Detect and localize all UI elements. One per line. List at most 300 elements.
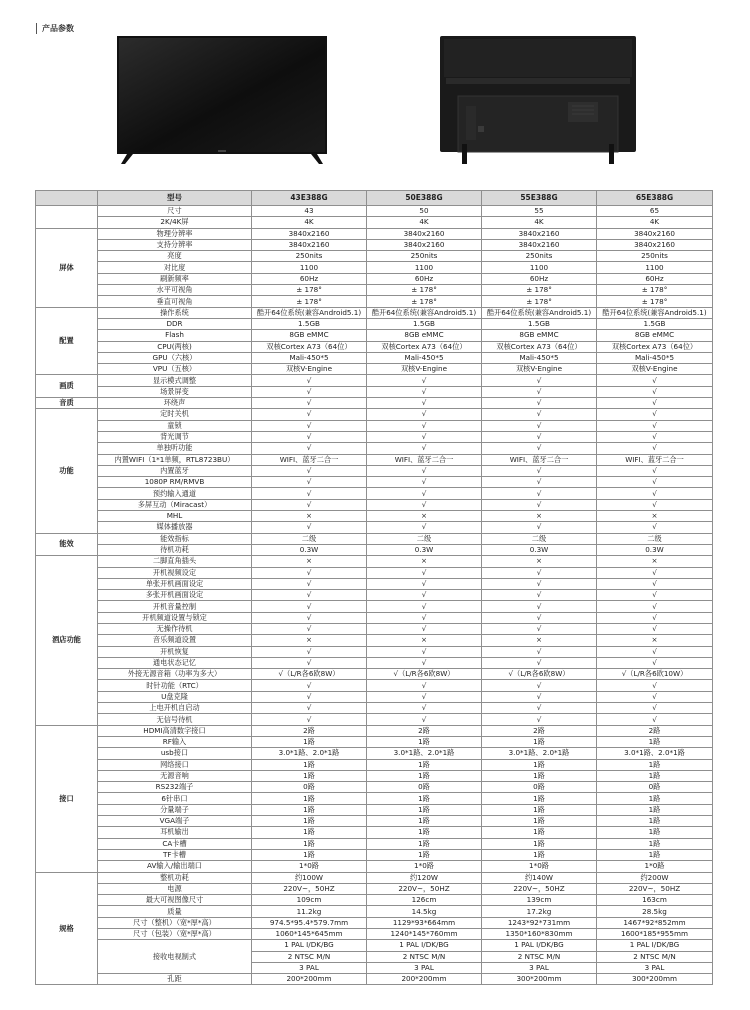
feature-label: 1080P RM/RMVB xyxy=(98,477,252,488)
table-row xyxy=(36,816,713,827)
feature-label: 上电开机自启动 xyxy=(98,703,252,714)
value-cell: 1路 xyxy=(482,816,597,827)
table-row xyxy=(36,883,713,894)
value-cell: 220V~，50HZ xyxy=(482,883,597,894)
value-cell: √ xyxy=(482,578,597,589)
feature-label: 网络接口 xyxy=(98,759,252,770)
table-row xyxy=(36,273,713,284)
feature-label: 童锁 xyxy=(98,420,252,431)
model-43: 43E388G xyxy=(252,191,367,206)
feature-label: 6针串口 xyxy=(98,793,252,804)
value-cell: 4K xyxy=(482,217,597,228)
value-cell: √ xyxy=(597,680,713,691)
table-row xyxy=(36,228,713,239)
value-cell: 3.0*1路、2.0*1路 xyxy=(367,748,482,759)
value-cell: 双核Cortex A73（64位） xyxy=(597,341,713,352)
value-cell: 1129*93*664mm xyxy=(367,917,482,928)
table-row xyxy=(36,770,713,781)
value-cell: 约140W xyxy=(482,872,597,883)
value-cell: 1*0路 xyxy=(252,861,367,872)
value-cell: 1路 xyxy=(597,849,713,860)
table-row xyxy=(36,590,713,601)
value-cell: √ xyxy=(252,443,367,454)
value-cell: √ xyxy=(482,612,597,623)
value-cell: 0.3W xyxy=(367,544,482,555)
value-cell: √ xyxy=(597,443,713,454)
feature-label: 单张开机画面设定 xyxy=(98,578,252,589)
value-cell: ± 178° xyxy=(252,296,367,307)
value-cell: 1路 xyxy=(252,793,367,804)
feature-label: 最大可视图像尺寸 xyxy=(98,895,252,906)
value-cell: √ xyxy=(597,499,713,510)
feature-label: 多张开机画面设定 xyxy=(98,590,252,601)
value-cell: WIFI、蓝牙二合一 xyxy=(482,454,597,465)
value-cell: 14.5kg xyxy=(367,906,482,917)
feature-label: Flash xyxy=(98,330,252,341)
value-cell: √ xyxy=(482,465,597,476)
value-cell: × xyxy=(597,556,713,567)
value-cell: 0路 xyxy=(597,782,713,793)
value-cell: √ xyxy=(482,590,597,601)
feature-label: 电源 xyxy=(98,883,252,894)
feature-label: 时针功能（RTC） xyxy=(98,680,252,691)
table-row xyxy=(36,940,713,951)
table-row xyxy=(36,736,713,747)
value-cell: √ xyxy=(482,714,597,725)
value-cell: √ xyxy=(367,488,482,499)
value-cell: 1路 xyxy=(252,770,367,781)
value-cell: √ xyxy=(252,567,367,578)
category-cell: 酒店功能 xyxy=(36,556,98,725)
value-cell: 1100 xyxy=(252,262,367,273)
table-row xyxy=(36,974,713,985)
category-cell: 功能 xyxy=(36,409,98,533)
value-cell: √（L/R各6欧8W） xyxy=(367,669,482,680)
value-cell: 3.0*1路、2.0*1路 xyxy=(482,748,597,759)
value-cell: Mali-450*5 xyxy=(597,352,713,363)
value-cell: 1路 xyxy=(367,759,482,770)
value-cell: √ xyxy=(252,488,367,499)
table-row xyxy=(36,477,713,488)
feature-label: 开机频道设置与锁定 xyxy=(98,612,252,623)
value-cell: 8GB eMMC xyxy=(252,330,367,341)
table-row xyxy=(36,556,713,567)
value-cell: 1100 xyxy=(597,262,713,273)
value-cell: 139cm xyxy=(482,895,597,906)
table-row xyxy=(36,341,713,352)
value-cell: × xyxy=(252,635,367,646)
category-cell: 规格 xyxy=(36,872,98,985)
table-row xyxy=(36,703,713,714)
value-cell: 1*0路 xyxy=(367,861,482,872)
value-cell: 8GB eMMC xyxy=(597,330,713,341)
header-empty-cell xyxy=(36,191,98,206)
value-cell: √ xyxy=(367,477,482,488)
value-cell: 1 PAL I/DK/BG xyxy=(597,940,713,951)
value-cell: √ xyxy=(252,714,367,725)
value-cell: √ xyxy=(482,623,597,634)
value-cell: √ xyxy=(367,375,482,386)
value-cell: 1路 xyxy=(252,827,367,838)
feature-label: CPU(两核) xyxy=(98,341,252,352)
value-cell: √（L/R各6欧10W） xyxy=(597,669,713,680)
value-cell: 250nits xyxy=(597,251,713,262)
value-cell: 1路 xyxy=(597,816,713,827)
section-header xyxy=(36,22,74,34)
value-cell: √ xyxy=(482,703,597,714)
value-cell: √ xyxy=(597,601,713,612)
feature-label: 外接无源音箱（功率为多大） xyxy=(98,669,252,680)
feature-label: 内置蓝牙 xyxy=(98,465,252,476)
feature-label: 开机恢复 xyxy=(98,646,252,657)
table-row xyxy=(36,239,713,250)
value-cell: 二级 xyxy=(482,533,597,544)
value-cell: 60Hz xyxy=(367,273,482,284)
value-cell: 8GB eMMC xyxy=(482,330,597,341)
table-row xyxy=(36,680,713,691)
value-cell: √ xyxy=(482,409,597,420)
feature-label: 分量端子 xyxy=(98,804,252,815)
value-cell: √ xyxy=(367,612,482,623)
table-row xyxy=(36,793,713,804)
feature-label: TF卡槽 xyxy=(98,849,252,860)
feature-label: 耳机输出 xyxy=(98,827,252,838)
feature-label: 物理分辨率 xyxy=(98,228,252,239)
table-row xyxy=(36,669,713,680)
feature-label: 二脚直角插头 xyxy=(98,556,252,567)
value-cell: 2 NTSC M/N xyxy=(597,951,713,962)
value-cell: 酷开64位系统(兼容Android5.1) xyxy=(367,307,482,318)
value-cell: 1 PAL I/DK/BG xyxy=(482,940,597,951)
table-row xyxy=(36,488,713,499)
value-cell: 0.3W xyxy=(482,544,597,555)
value-cell: 1路 xyxy=(482,736,597,747)
value-cell: √ xyxy=(597,578,713,589)
value-cell: 双核Cortex A73（64位） xyxy=(367,341,482,352)
value-cell: 250nits xyxy=(252,251,367,262)
feature-label: 开机视频设定 xyxy=(98,567,252,578)
value-cell: 0路 xyxy=(367,782,482,793)
table-row xyxy=(36,612,713,623)
value-cell: √ xyxy=(252,578,367,589)
value-cell: 1路 xyxy=(482,793,597,804)
value-cell: 1路 xyxy=(367,804,482,815)
value-cell: √ xyxy=(482,601,597,612)
value-cell: √ xyxy=(482,431,597,442)
value-cell: 974.5*95.4*579.7mm xyxy=(252,917,367,928)
value-cell: 双核Cortex A73（64位） xyxy=(252,341,367,352)
value-cell: 1路 xyxy=(597,770,713,781)
feature-label: 无源音响 xyxy=(98,770,252,781)
value-cell: ± 178° xyxy=(597,296,713,307)
value-cell: 1 PAL I/DK/BG xyxy=(252,940,367,951)
value-cell: WIFI、蓝牙二合一 xyxy=(252,454,367,465)
value-cell: 2路 xyxy=(252,725,367,736)
feature-label: usb接口 xyxy=(98,748,252,759)
value-cell: √ xyxy=(597,431,713,442)
value-cell: 3 PAL xyxy=(252,962,367,973)
value-cell: √ xyxy=(252,590,367,601)
value-cell: 酷开64位系统(兼容Android5.1) xyxy=(482,307,597,318)
value-cell: ± 178° xyxy=(367,285,482,296)
value-cell: 1600*185*955mm xyxy=(597,929,713,940)
value-cell: 双核V-Engine xyxy=(482,364,597,375)
value-cell: √ xyxy=(367,691,482,702)
value-cell: 双核Cortex A73（64位） xyxy=(482,341,597,352)
value-cell: 1.5GB xyxy=(597,318,713,329)
value-cell: 220V~，50HZ xyxy=(597,883,713,894)
table-row xyxy=(36,443,713,454)
value-cell: 109cm xyxy=(252,895,367,906)
table-row xyxy=(36,601,713,612)
table-row xyxy=(36,465,713,476)
value-cell: √ xyxy=(367,623,482,634)
value-cell: 200*200mm xyxy=(252,974,367,985)
value-cell: 4K xyxy=(597,217,713,228)
table-row xyxy=(36,929,713,940)
value-cell: 250nits xyxy=(367,251,482,262)
value-cell: √ xyxy=(367,420,482,431)
value-cell: √ xyxy=(252,691,367,702)
category-cell: 能效 xyxy=(36,533,98,556)
value-cell: √ xyxy=(252,431,367,442)
feature-label: 尺寸 xyxy=(98,206,252,217)
table-row xyxy=(36,533,713,544)
value-cell: 3840x2160 xyxy=(597,228,713,239)
value-cell: 二级 xyxy=(597,533,713,544)
value-cell: 1路 xyxy=(252,816,367,827)
table-row xyxy=(36,861,713,872)
value-cell: √ xyxy=(367,601,482,612)
value-cell: 2路 xyxy=(482,725,597,736)
value-cell: 3840x2160 xyxy=(252,228,367,239)
value-cell: 1路 xyxy=(482,804,597,815)
value-cell: 3840x2160 xyxy=(367,239,482,250)
table-row xyxy=(36,578,713,589)
value-cell: √ xyxy=(252,409,367,420)
value-cell: 1路 xyxy=(482,838,597,849)
value-cell: 250nits xyxy=(482,251,597,262)
value-cell: 28.5kg xyxy=(597,906,713,917)
value-cell: √ xyxy=(482,375,597,386)
feature-label: HDMI高清数字接口 xyxy=(98,725,252,736)
feature-label: 场景屏变 xyxy=(98,386,252,397)
value-cell: √ xyxy=(367,590,482,601)
value-cell: √ xyxy=(252,623,367,634)
value-cell: √（L/R各6欧8W） xyxy=(252,669,367,680)
value-cell: 43 xyxy=(252,206,367,217)
value-cell: 17.2kg xyxy=(482,906,597,917)
table-row xyxy=(36,567,713,578)
value-cell: √ xyxy=(252,499,367,510)
feature-label: 通电状态记忆 xyxy=(98,657,252,668)
table-row xyxy=(36,511,713,522)
value-cell: 1路 xyxy=(367,827,482,838)
table-row xyxy=(36,285,713,296)
table-header-row xyxy=(36,191,713,206)
value-cell: 1路 xyxy=(252,736,367,747)
value-cell: 1*0路 xyxy=(597,861,713,872)
value-cell: 1路 xyxy=(482,770,597,781)
table-row xyxy=(36,330,713,341)
table-row xyxy=(36,454,713,465)
value-cell: √ xyxy=(367,567,482,578)
value-cell: 1路 xyxy=(482,759,597,770)
feature-label: GPU（六核） xyxy=(98,352,252,363)
value-cell: √ xyxy=(252,398,367,409)
value-cell: √ xyxy=(597,420,713,431)
value-cell: 300*200mm xyxy=(597,974,713,985)
value-cell: 200*200mm xyxy=(367,974,482,985)
feature-label: U盘克隆 xyxy=(98,691,252,702)
value-cell: √ xyxy=(367,431,482,442)
feature-label: 尺寸（整机）（宽*厚*高） xyxy=(98,917,252,928)
value-cell: × xyxy=(252,511,367,522)
value-cell: √ xyxy=(597,657,713,668)
value-cell: 60Hz xyxy=(482,273,597,284)
category-cell: 配置 xyxy=(36,307,98,375)
table-row xyxy=(36,917,713,928)
feature-label: MHL xyxy=(98,511,252,522)
value-cell: √ xyxy=(252,657,367,668)
feature-label: 定时关机 xyxy=(98,409,252,420)
table-row xyxy=(36,759,713,770)
value-cell: √ xyxy=(597,398,713,409)
value-cell: × xyxy=(367,511,482,522)
value-cell: 3840x2160 xyxy=(252,239,367,250)
value-cell: 3 PAL xyxy=(482,962,597,973)
feature-label: 垂直可视角 xyxy=(98,296,252,307)
value-cell: √ xyxy=(597,612,713,623)
value-cell: 3.0*1路、2.0*1路 xyxy=(597,748,713,759)
value-cell: √ xyxy=(482,477,597,488)
value-cell: 0路 xyxy=(482,782,597,793)
feature-label: AV输入/输出端口 xyxy=(98,861,252,872)
table-row xyxy=(36,623,713,634)
value-cell: √ xyxy=(252,465,367,476)
value-cell: √ xyxy=(482,386,597,397)
value-cell: 1路 xyxy=(597,736,713,747)
value-cell: 3.0*1路、2.0*1路 xyxy=(252,748,367,759)
feature-label: 2K/4K屏 xyxy=(98,217,252,228)
value-cell: 163cm xyxy=(597,895,713,906)
value-cell: 约120W xyxy=(367,872,482,883)
value-cell: √ xyxy=(367,646,482,657)
feature-label: 操作系统 xyxy=(98,307,252,318)
value-cell: Mali-450*5 xyxy=(252,352,367,363)
value-cell: √ xyxy=(252,420,367,431)
value-cell: × xyxy=(482,511,597,522)
feature-label: 预约输入通道 xyxy=(98,488,252,499)
value-cell: √ xyxy=(482,522,597,533)
value-cell: 1路 xyxy=(367,816,482,827)
value-cell: 2路 xyxy=(367,725,482,736)
value-cell: 0路 xyxy=(252,782,367,793)
feature-label: VPU（五核） xyxy=(98,364,252,375)
table-row xyxy=(36,782,713,793)
table-row xyxy=(36,307,713,318)
value-cell: √ xyxy=(252,703,367,714)
value-cell: × xyxy=(482,556,597,567)
feature-label: 音乐频道设置 xyxy=(98,635,252,646)
value-cell: 60Hz xyxy=(597,273,713,284)
value-cell: 双核V-Engine xyxy=(252,364,367,375)
feature-label: 无操作待机 xyxy=(98,623,252,634)
value-cell: √ xyxy=(252,522,367,533)
page-title: 产品参数 xyxy=(42,23,74,33)
value-cell: 3 PAL xyxy=(597,962,713,973)
table-row xyxy=(36,544,713,555)
value-cell: √ xyxy=(482,646,597,657)
feature-label: CA卡槽 xyxy=(98,838,252,849)
value-cell: 1路 xyxy=(482,827,597,838)
table-row xyxy=(36,409,713,420)
value-cell: √ xyxy=(482,443,597,454)
value-cell: 55 xyxy=(482,206,597,217)
value-cell: √ xyxy=(367,578,482,589)
value-cell: 约200W xyxy=(597,872,713,883)
value-cell: 二级 xyxy=(367,533,482,544)
feature-label: RF输入 xyxy=(98,736,252,747)
value-cell: √ xyxy=(597,691,713,702)
feature-label: 质量 xyxy=(98,906,252,917)
value-cell: 1路 xyxy=(367,770,482,781)
feature-label: 水平可视角 xyxy=(98,285,252,296)
table-row xyxy=(36,398,713,409)
table-row xyxy=(36,838,713,849)
value-cell: √ xyxy=(367,398,482,409)
value-cell: 1350*160*830mm xyxy=(482,929,597,940)
value-cell: 2 NTSC M/N xyxy=(482,951,597,962)
value-cell: × xyxy=(252,556,367,567)
value-cell: 0.3W xyxy=(597,544,713,555)
feature-label: 单独听功能 xyxy=(98,443,252,454)
value-cell: 1路 xyxy=(367,838,482,849)
value-cell: √ xyxy=(367,386,482,397)
table-row xyxy=(36,296,713,307)
value-cell: √ xyxy=(367,465,482,476)
table-row xyxy=(36,725,713,736)
feature-label: 孔距 xyxy=(98,974,252,985)
value-cell: √ xyxy=(597,714,713,725)
value-cell: ± 178° xyxy=(252,285,367,296)
feature-label: 媒体播放器 xyxy=(98,522,252,533)
value-cell: √ xyxy=(597,375,713,386)
value-cell: 1路 xyxy=(252,804,367,815)
value-cell: 1路 xyxy=(252,759,367,770)
table-row xyxy=(36,872,713,883)
table-row xyxy=(36,646,713,657)
table-row xyxy=(36,262,713,273)
value-cell: 3840x2160 xyxy=(482,239,597,250)
value-cell: 0.3W xyxy=(252,544,367,555)
value-cell: 双核V-Engine xyxy=(597,364,713,375)
spec-table xyxy=(35,190,713,985)
table-row xyxy=(36,386,713,397)
value-cell: √ xyxy=(252,680,367,691)
value-cell: 1240*145*760mm xyxy=(367,929,482,940)
value-cell: √ xyxy=(597,477,713,488)
value-cell: × xyxy=(482,635,597,646)
value-cell: ± 178° xyxy=(597,285,713,296)
value-cell: √ xyxy=(597,623,713,634)
value-cell: √ xyxy=(597,567,713,578)
feature-label: 对比度 xyxy=(98,262,252,273)
table-row xyxy=(36,206,713,217)
table-row xyxy=(36,895,713,906)
value-cell: √ xyxy=(482,398,597,409)
tv-back-image xyxy=(440,36,636,164)
